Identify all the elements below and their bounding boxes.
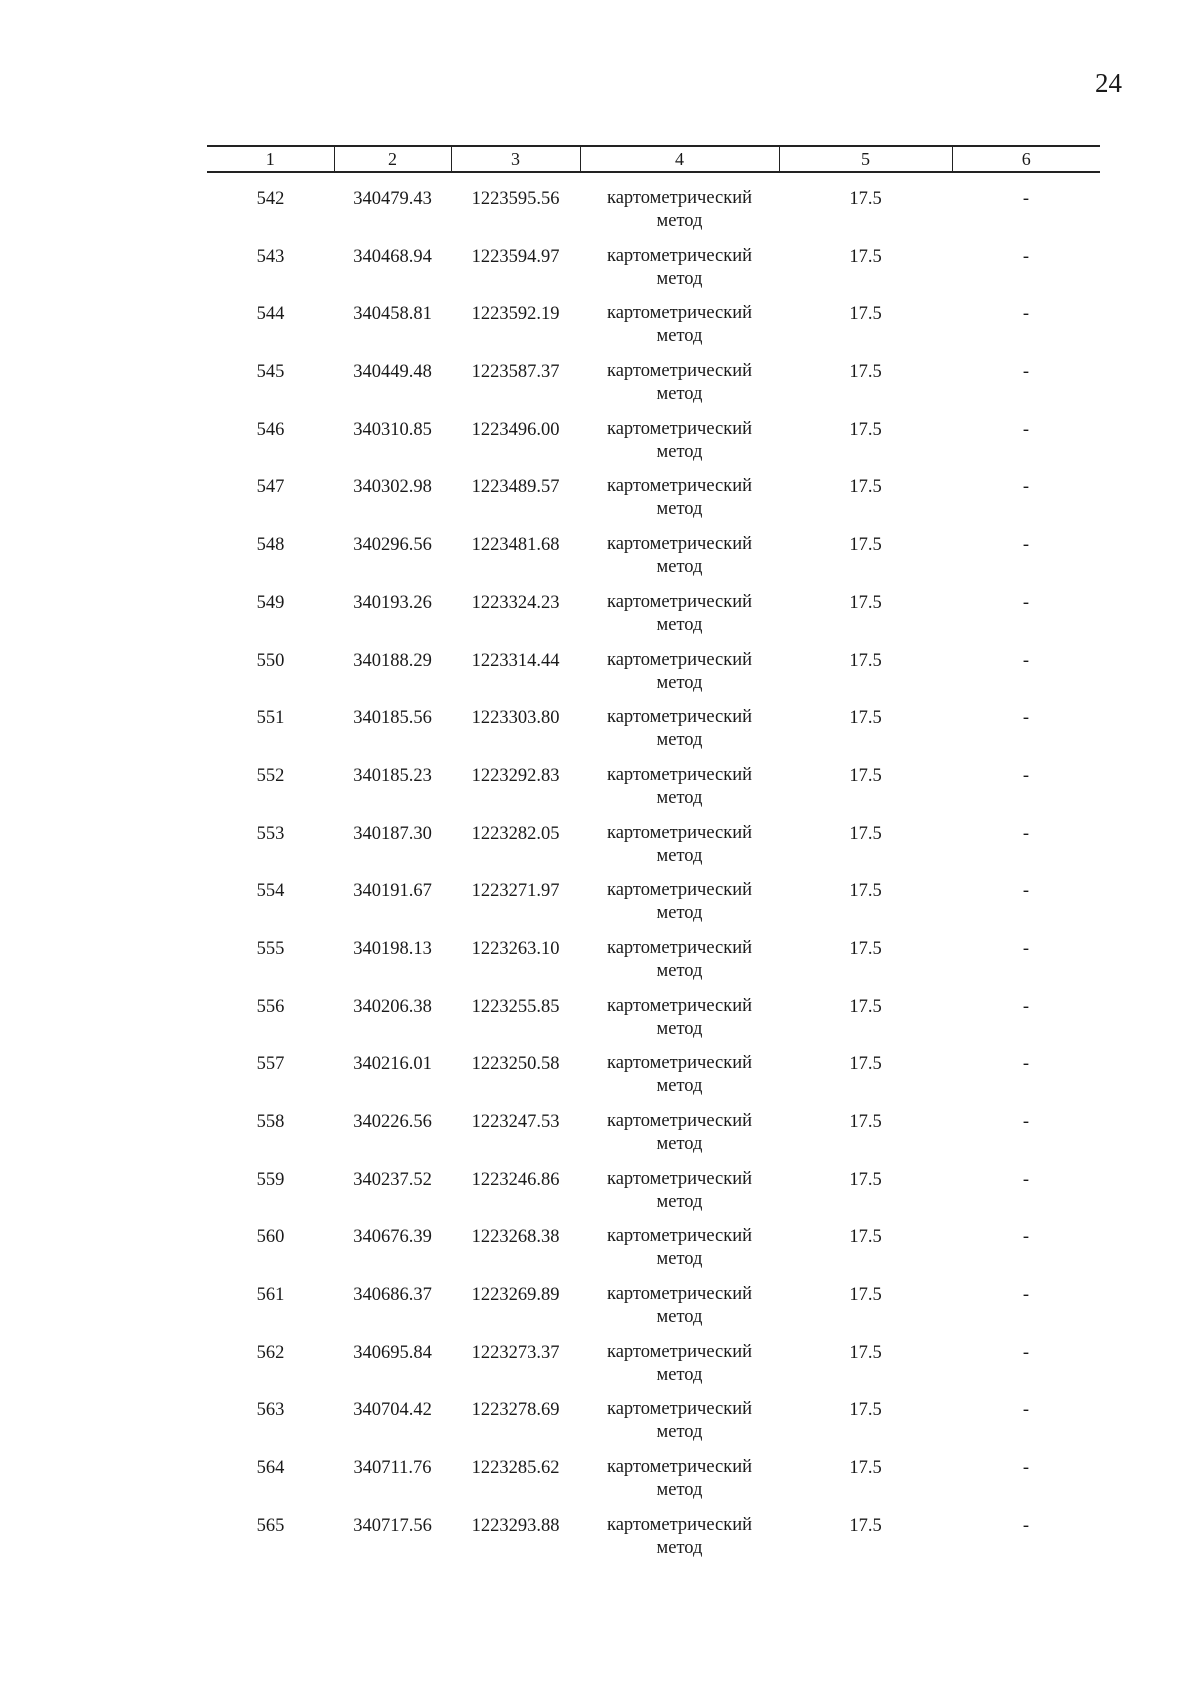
coordinate-x-cell: 340185.56 <box>353 708 432 729</box>
method-line-2: метод <box>656 1134 703 1154</box>
note-cell: - <box>1022 362 1030 383</box>
accuracy-cell: 17.5 <box>849 1400 882 1421</box>
coordinates-table <box>207 145 1100 1572</box>
point-number-cell: 552 <box>256 765 285 786</box>
table-row <box>207 302 1100 360</box>
coordinate-y-cell: 1223282.05 <box>471 823 560 844</box>
point-number-cell: 558 <box>256 1112 285 1132</box>
accuracy-cell: 17.5 <box>849 1112 882 1132</box>
note-cell: - <box>1022 1227 1030 1248</box>
note-cell: - <box>1022 419 1030 440</box>
method-line-2: метод <box>656 1076 703 1097</box>
method-cell <box>580 591 779 649</box>
method-cell <box>580 1168 779 1226</box>
coordinate-y-cell: 1223293.88 <box>471 1515 560 1536</box>
note-cell: - <box>1022 592 1030 613</box>
note-cell: - <box>1022 477 1030 498</box>
point-number-cell: 555 <box>256 938 285 959</box>
accuracy-cell: 17.5 <box>849 535 882 556</box>
coordinate-x-cell: 340479.43 <box>353 189 432 209</box>
point-number-cell: 545 <box>256 362 285 383</box>
table-row <box>207 1398 1100 1456</box>
coordinate-y-cell: 1223292.83 <box>471 765 560 786</box>
table-row <box>207 879 1100 937</box>
method-cell <box>580 1052 779 1110</box>
coordinate-x-cell: 340226.56 <box>353 1112 432 1132</box>
table-header <box>207 146 1100 187</box>
note-cell: - <box>1022 535 1030 556</box>
table-row <box>207 1341 1100 1399</box>
accuracy-cell: 17.5 <box>849 362 882 383</box>
coordinate-x-cell: 340717.56 <box>353 1515 432 1536</box>
coordinate-y-cell: 1223247.53 <box>471 1112 560 1132</box>
table-row <box>207 1514 1100 1572</box>
coordinate-y-cell: 1223587.37 <box>471 362 560 383</box>
accuracy-cell: 17.5 <box>849 1515 882 1536</box>
coordinate-x-cell: 340695.84 <box>353 1342 432 1363</box>
coordinate-y-cell: 1223481.68 <box>471 535 560 556</box>
table-body <box>207 187 1100 1572</box>
method-cell <box>580 764 779 822</box>
coordinate-x-cell: 340458.81 <box>353 304 432 325</box>
point-number-cell: 549 <box>256 592 285 613</box>
table-row <box>207 1456 1100 1514</box>
note-cell: - <box>1022 708 1030 729</box>
note-cell: - <box>1022 996 1030 1017</box>
coordinate-x-cell: 340704.42 <box>353 1400 432 1421</box>
accuracy-cell: 17.5 <box>849 1285 882 1306</box>
accuracy-cell: 17.5 <box>849 1054 882 1075</box>
method-line-1: картометрический <box>606 245 753 266</box>
point-number-cell: 546 <box>256 419 285 440</box>
method-line-1: картометрический <box>606 1168 753 1189</box>
coordinates-table-container <box>207 145 1100 1572</box>
method-line-2: метод <box>656 326 703 347</box>
column-header-6: 6 <box>952 146 1100 172</box>
note-cell: - <box>1022 189 1030 209</box>
method-line-1: картометрический <box>606 822 753 843</box>
method-line-2: метод <box>656 499 703 520</box>
method-line-1: картометрический <box>606 1341 753 1362</box>
coordinate-y-cell: 1223246.86 <box>471 1169 560 1190</box>
method-line-1: картометрический <box>606 1053 753 1074</box>
method-cell <box>580 533 779 591</box>
coordinate-x-cell: 340711.76 <box>353 1458 432 1479</box>
method-line-2: метод <box>656 268 703 289</box>
method-cell <box>580 302 779 360</box>
coordinate-x-cell: 340191.67 <box>353 881 432 902</box>
method-line-2: метод <box>656 614 703 635</box>
method-cell <box>580 1398 779 1456</box>
table-row <box>207 360 1100 418</box>
method-line-1: картометрический <box>606 880 753 901</box>
accuracy-cell: 17.5 <box>849 708 882 729</box>
coordinate-y-cell: 1223271.97 <box>471 881 560 902</box>
accuracy-cell: 17.5 <box>849 650 882 671</box>
method-cell <box>580 245 779 303</box>
method-cell <box>580 1456 779 1514</box>
accuracy-cell: 17.5 <box>849 189 882 209</box>
coordinate-y-cell: 1223268.38 <box>471 1227 560 1248</box>
method-line-1: картометрический <box>606 476 753 497</box>
coordinate-x-cell: 340193.26 <box>353 592 432 613</box>
accuracy-cell: 17.5 <box>849 1342 882 1363</box>
column-header-5: 5 <box>779 146 952 172</box>
method-line-1: картометрический <box>606 995 753 1016</box>
coordinate-x-cell: 340449.48 <box>353 362 432 383</box>
accuracy-cell: 17.5 <box>849 1227 882 1248</box>
accuracy-cell: 17.5 <box>849 477 882 498</box>
note-cell: - <box>1022 650 1030 671</box>
coordinate-x-cell: 340237.52 <box>353 1169 432 1190</box>
coordinate-x-cell: 340206.38 <box>353 996 432 1017</box>
coordinate-y-cell: 1223324.23 <box>471 592 560 613</box>
coordinate-x-cell: 340310.85 <box>353 419 432 440</box>
method-line-1: картометрический <box>606 1111 753 1131</box>
method-line-2: метод <box>656 845 703 866</box>
method-line-2: метод <box>656 1018 703 1039</box>
accuracy-cell: 17.5 <box>849 592 882 613</box>
point-number-cell: 564 <box>256 1458 285 1479</box>
table-row <box>207 764 1100 822</box>
point-number-cell: 548 <box>256 535 285 556</box>
accuracy-cell: 17.5 <box>849 996 882 1017</box>
method-cell <box>580 1283 779 1341</box>
column-header-3: 3 <box>451 146 580 172</box>
method-line-2: метод <box>656 557 703 578</box>
point-number-cell: 547 <box>256 477 285 498</box>
table-row <box>207 822 1100 880</box>
point-number-cell: 544 <box>256 304 285 325</box>
column-header-1: 1 <box>207 146 334 172</box>
method-line-1: картометрический <box>606 1399 753 1420</box>
coordinate-y-cell: 1223250.58 <box>471 1054 560 1075</box>
method-cell <box>580 706 779 764</box>
method-line-1: картометрический <box>606 418 753 439</box>
column-header-2: 2 <box>334 146 451 172</box>
table-row <box>207 995 1100 1053</box>
method-cell <box>580 1341 779 1399</box>
table-row <box>207 1168 1100 1226</box>
method-line-1: картометрический <box>606 764 753 785</box>
point-number-cell: 542 <box>256 189 285 209</box>
method-cell <box>580 418 779 476</box>
note-cell: - <box>1022 304 1030 325</box>
coordinate-x-cell: 340686.37 <box>353 1285 432 1306</box>
method-line-1: картометрический <box>606 1284 753 1305</box>
coordinate-y-cell: 1223269.89 <box>471 1285 560 1306</box>
method-cell <box>580 360 779 418</box>
point-number-cell: 561 <box>256 1285 285 1306</box>
method-line-1: картометрический <box>606 534 753 555</box>
point-number-cell: 560 <box>256 1227 285 1248</box>
coordinate-y-cell: 1223489.57 <box>471 477 560 498</box>
accuracy-cell: 17.5 <box>849 1458 882 1479</box>
point-number-cell: 554 <box>256 881 285 902</box>
coordinate-y-cell: 1223263.10 <box>471 938 560 959</box>
accuracy-cell: 17.5 <box>849 304 882 325</box>
table-row <box>207 418 1100 476</box>
note-cell: - <box>1022 765 1030 786</box>
table-row <box>207 1283 1100 1341</box>
method-line-1: картометрический <box>606 937 753 958</box>
method-line-1: картометрический <box>606 303 753 324</box>
point-number-cell: 556 <box>256 996 285 1017</box>
coordinate-x-cell: 340187.30 <box>353 823 432 844</box>
point-number-cell: 550 <box>256 650 285 671</box>
method-line-1: картометрический <box>606 1514 753 1535</box>
note-cell: - <box>1022 1400 1030 1421</box>
table-row <box>207 245 1100 303</box>
point-number-cell: 543 <box>256 246 285 267</box>
method-line-2: метод <box>656 1537 703 1558</box>
method-line-1: картометрический <box>606 649 753 670</box>
coordinate-x-cell: 340216.01 <box>353 1054 432 1075</box>
table-row <box>207 533 1100 591</box>
method-cell <box>580 1514 779 1572</box>
method-line-2: метод <box>656 1422 703 1443</box>
coordinate-y-cell: 1223255.85 <box>471 996 560 1017</box>
accuracy-cell: 17.5 <box>849 765 882 786</box>
note-cell: - <box>1022 246 1030 267</box>
method-line-2: метод <box>656 903 703 924</box>
method-line-2: метод <box>656 960 703 981</box>
method-cell <box>580 649 779 707</box>
coordinate-x-cell: 340302.98 <box>353 477 432 498</box>
method-cell <box>580 475 779 533</box>
accuracy-cell: 17.5 <box>849 246 882 267</box>
accuracy-cell: 17.5 <box>849 881 882 902</box>
method-line-2: метод <box>656 1249 703 1270</box>
table-row <box>207 1052 1100 1110</box>
column-header-4: 4 <box>580 146 779 172</box>
page-number: 24 <box>1095 68 1122 98</box>
method-cell <box>580 1225 779 1283</box>
note-cell: - <box>1022 1515 1030 1536</box>
method-line-2: метод <box>656 730 703 751</box>
method-line-2: метод <box>656 1191 703 1212</box>
method-line-1: картометрический <box>606 591 753 612</box>
coordinate-y-cell: 1223303.80 <box>471 708 560 729</box>
coordinate-y-cell: 1223285.62 <box>471 1458 560 1479</box>
method-line-1: картометрический <box>606 188 753 208</box>
coordinate-y-cell: 1223278.69 <box>471 1400 560 1421</box>
table-row <box>207 706 1100 764</box>
point-number-cell: 563 <box>256 1400 285 1421</box>
table-row <box>207 187 1100 245</box>
table-row <box>207 937 1100 995</box>
coordinate-x-cell: 340185.23 <box>353 765 432 786</box>
point-number-cell: 557 <box>256 1054 285 1075</box>
coordinate-x-cell: 340188.29 <box>353 650 432 671</box>
note-cell: - <box>1022 1169 1030 1190</box>
table-row <box>207 1225 1100 1283</box>
accuracy-cell: 17.5 <box>849 938 882 959</box>
coordinate-x-cell: 340676.39 <box>353 1227 432 1248</box>
method-line-2: метод <box>656 1307 703 1328</box>
table-row <box>207 591 1100 649</box>
method-cell <box>580 937 779 995</box>
method-line-2: метод <box>656 441 703 462</box>
method-line-2: метод <box>656 787 703 808</box>
point-number-cell: 562 <box>256 1342 285 1363</box>
method-cell <box>580 187 779 245</box>
table-row <box>207 475 1100 533</box>
method-line-2: метод <box>656 672 703 693</box>
method-line-2: метод <box>656 211 703 231</box>
note-cell: - <box>1022 1342 1030 1363</box>
point-number-cell: 551 <box>256 708 285 729</box>
note-cell: - <box>1022 938 1030 959</box>
note-cell: - <box>1022 881 1030 902</box>
coordinate-y-cell: 1223314.44 <box>471 650 560 671</box>
method-line-1: картометрический <box>606 361 753 382</box>
point-number-cell: 559 <box>256 1169 285 1190</box>
method-cell <box>580 822 779 880</box>
note-cell: - <box>1022 1285 1030 1306</box>
point-number-cell: 565 <box>256 1515 285 1536</box>
method-cell <box>580 879 779 937</box>
accuracy-cell: 17.5 <box>849 419 882 440</box>
note-cell: - <box>1022 1054 1030 1075</box>
accuracy-cell: 17.5 <box>849 1169 882 1190</box>
table-row <box>207 649 1100 707</box>
coordinate-y-cell: 1223594.97 <box>471 246 560 267</box>
method-cell <box>580 995 779 1053</box>
method-cell <box>580 1110 779 1168</box>
note-cell: - <box>1022 1458 1030 1479</box>
point-number-cell: 553 <box>256 823 285 844</box>
coordinate-x-cell: 340296.56 <box>353 535 432 556</box>
table-row <box>207 1110 1100 1168</box>
method-line-1: картометрический <box>606 707 753 728</box>
coordinate-y-cell: 1223592.19 <box>471 304 560 325</box>
method-line-2: метод <box>656 384 703 405</box>
accuracy-cell: 17.5 <box>849 823 882 844</box>
note-cell: - <box>1022 1112 1030 1132</box>
method-line-1: картометрический <box>606 1226 753 1247</box>
coordinate-y-cell: 1223595.56 <box>471 189 560 209</box>
method-line-1: картометрический <box>606 1457 753 1478</box>
coordinate-x-cell: 340468.94 <box>353 246 432 267</box>
coordinate-y-cell: 1223273.37 <box>471 1342 560 1363</box>
note-cell: - <box>1022 823 1030 844</box>
coordinate-x-cell: 340198.13 <box>353 938 432 959</box>
coordinate-y-cell: 1223496.00 <box>471 419 560 440</box>
method-line-2: метод <box>656 1480 703 1501</box>
method-line-2: метод <box>656 1364 703 1385</box>
